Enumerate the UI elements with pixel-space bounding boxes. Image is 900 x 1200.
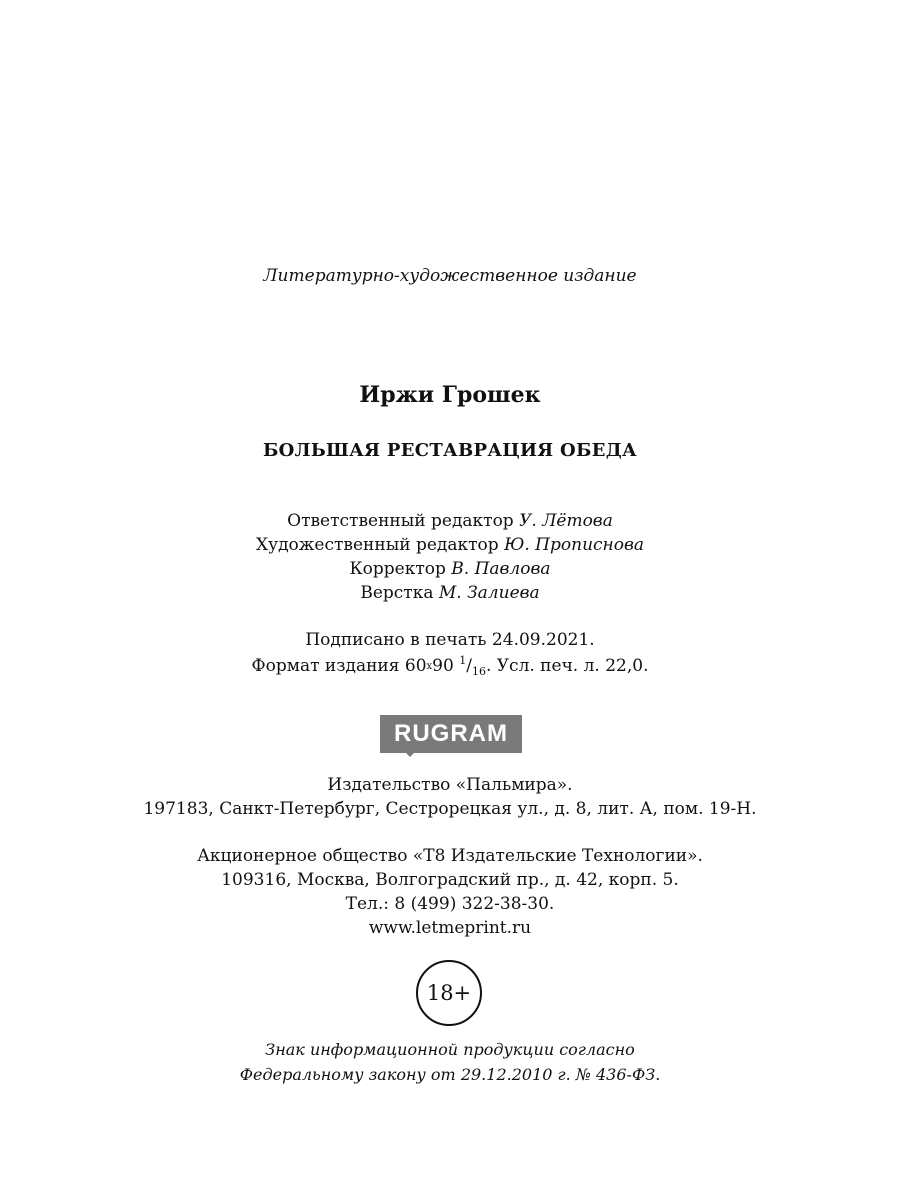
publisher-name: Издательство «Пальмира». <box>327 775 573 795</box>
credit-role: Художественный редактор <box>255 535 499 555</box>
credit-line <box>0 583 900 603</box>
printer-phone: Тел.: 8 (499) 322-38-30. <box>345 894 555 914</box>
signed-date: Подписано в печать 24.09.2021. <box>305 630 595 650</box>
notice-line-1: Знак информационной продукции согласно <box>265 1040 635 1059</box>
credit-role: Корректор <box>349 559 446 579</box>
format-prefix: Формат издания 60 <box>251 656 427 676</box>
printer-name: Акционерное общество «Т8 Издательские Технологии». <box>197 846 703 866</box>
publisher-address: 197183, Санкт-Петербург, Сестрорецкая ул., д. 8, лит. А, пом. 19-Н. <box>143 799 757 819</box>
credit-name: М. Залиева <box>438 583 540 603</box>
rugram-logo <box>380 715 522 757</box>
format-fraction-numerator: 1 <box>459 654 467 667</box>
credit-line <box>0 535 900 555</box>
author-name: Иржи Грошек <box>359 382 541 408</box>
format-fraction-slash: / <box>466 656 472 676</box>
rugram-logo-tab <box>404 751 416 757</box>
printer-address: 109316, Москва, Волгоградский пр., д. 42, корп. 5. <box>221 870 679 890</box>
format-fraction-denominator: 16 <box>471 665 486 678</box>
format-line <box>0 654 900 678</box>
credit-line <box>0 559 900 579</box>
printer-website: www.letmeprint.ru <box>368 918 532 938</box>
credit-name: В. Павлова <box>451 559 551 579</box>
format-times: x <box>426 661 433 672</box>
genre-label: Литературно-художественное издание <box>263 266 637 286</box>
credit-role: Верстка <box>360 583 434 603</box>
format-suffix: . Усл. печ. л. 22,0. <box>485 656 649 676</box>
credit-name: У. Лётова <box>519 511 613 531</box>
age-rating-badge: 18+ <box>416 960 482 1026</box>
credit-name: Ю. Прописнова <box>504 535 644 555</box>
notice-line-2: Федеральному закону от 29.12.2010 г. № 436-ФЗ. <box>239 1065 661 1084</box>
format-90: 90 <box>432 656 454 676</box>
book-title: БОЛЬШАЯ РЕСТАВРАЦИЯ ОБЕДА <box>263 440 637 461</box>
rugram-logo-text: RUGRAM <box>380 715 522 753</box>
credit-line <box>0 511 900 531</box>
credit-role: Ответственный редактор <box>287 511 514 531</box>
